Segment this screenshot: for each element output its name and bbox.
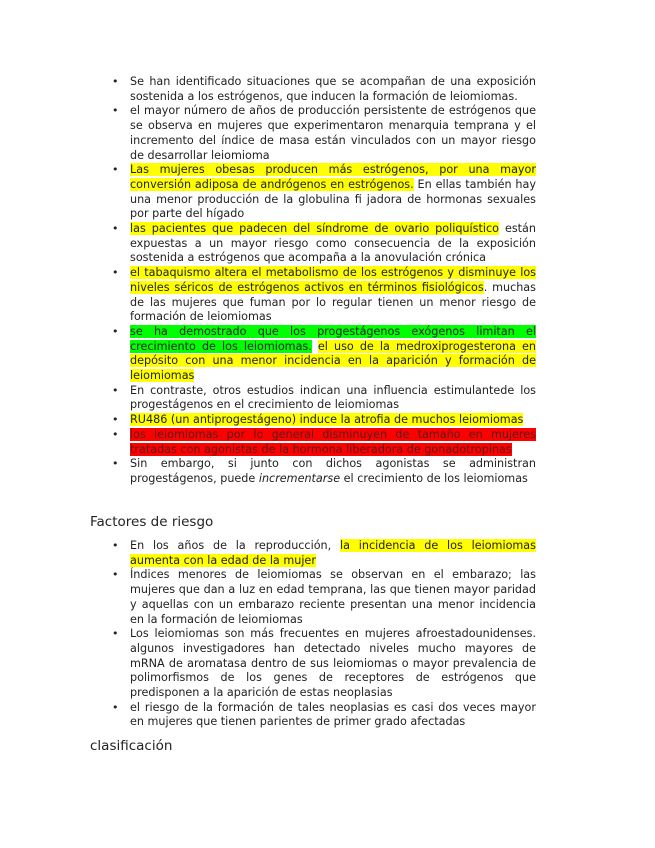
yellow-highlight-text: Las mujeres obesas producen más estrógenos, por una mayor conversión adiposa de andrógenos en estrógenos. xyxy=(130,163,536,191)
text-run: el riesgo de la formación de tales neoplasias es casi dos veces mayor en mujeres que tienen parientes de primer grado afectadas xyxy=(130,700,536,729)
yellow-highlight-text: RU486 (un antiprogestágeno) induce la atrofia de muchos leiomiomas xyxy=(130,413,524,427)
heading-factores-de-riesgo: Factores de riesgo xyxy=(90,514,214,530)
list-item xyxy=(112,222,536,266)
bullet-icon: • xyxy=(112,266,119,280)
bullet-icon: • xyxy=(112,163,119,177)
text-run: Sin embargo, si junto con dichos agonistas se administran progestágenos, puede xyxy=(130,457,536,485)
text-run: En contraste, otros estudios indican una influencia estimulantede los progestágenos en el crecimiento de leiomiomas xyxy=(130,383,536,412)
bullet-icon: • xyxy=(112,457,119,471)
bullet-icon: • xyxy=(112,627,119,641)
list-item xyxy=(112,427,536,457)
bullet-icon: • xyxy=(112,75,119,88)
green-highlight-text: se ha demostrado que los progestágenos exógenos limitan el crecimiento de los leiomiomas. xyxy=(130,324,536,353)
list-item xyxy=(112,413,536,428)
heading-clasificacion: clasificación xyxy=(90,738,173,754)
yellow-highlight-text: el uso de la medroxiprogesterona en depósito con una menor incidencia en la aparición y formación de leiomiomas xyxy=(130,339,536,383)
yellow-highlight-text: la incidencia de los leiomiomas aumenta con la edad de la mujer xyxy=(130,539,536,567)
red-highlight-text: los leiomiomas por lo general disminuyen de tamaño en mujeres tratadas con agonistas de la hormona liberadora de gonadotropinas xyxy=(130,427,536,456)
bullet-list-risk-factors xyxy=(0,539,536,730)
list-item xyxy=(112,75,536,104)
bullet-icon: • xyxy=(112,104,119,118)
list-item xyxy=(112,627,536,701)
bullet-icon: • xyxy=(112,324,119,338)
bullet-icon: • xyxy=(112,700,119,714)
text-run: Los leiomiomas son más frecuentes en mujeres afroestadounidenses. algunos investigadores han detectado niveles mucho mayores de mRNA de aromatasa dentro de sus leiomiomas o mayor prevalencia de polimorfismos de los genes de receptores de estrógenos que predisponen a la aparición de estas neoplasias xyxy=(130,627,536,700)
bullet-icon: • xyxy=(112,222,119,236)
list-item xyxy=(112,324,536,384)
text-run: el crecimiento de los leiomiomas xyxy=(340,471,528,485)
yellow-highlight-text: el tabaquismo altera el metabolismo de los estrógenos y disminuye los niveles séricos de estrógenos activos en términos fisiológicos xyxy=(130,266,536,294)
text-run: están expuestas a un mayor riesgo como consecuencia de la exposición sostenida a estrógenos que acompaña a la anovulación crónica xyxy=(130,222,536,265)
text-run: Índices menores de leiomiomas se observan en el embarazo; las mujeres que dan a luz en edad temprana, las que tienen mayor paridad y aquellas con un embarazo reciente presentan una menor incidencia en la formación de leiomiomas xyxy=(130,568,536,626)
list-item xyxy=(112,568,536,627)
bullet-icon: • xyxy=(112,568,119,582)
list-item xyxy=(112,700,536,730)
text-run: En los años de la reproducción, xyxy=(130,539,340,552)
bullet-icon: • xyxy=(112,427,119,441)
list-item xyxy=(112,163,536,222)
text-run: incrementarse xyxy=(258,471,341,485)
bullet-icon: • xyxy=(112,413,119,427)
text-run: . muchas de las mujeres que fuman por lo regular tienen un menor riesgo de formación de leiomiomas xyxy=(130,280,536,324)
list-item xyxy=(112,457,536,486)
yellow-highlight-text: las pacientes que padecen del síndrome de ovario poliquístico xyxy=(130,222,499,236)
text-run: En ellas también hay una menor producción de la globulina fi jadora de hormonas sexuales por parte del hígado xyxy=(130,177,536,221)
text-run: Se han identificado situaciones que se acompañan de una exposición sostenida a los estrógenos, que inducen la formación de leiomiomas. xyxy=(130,75,536,103)
list-item xyxy=(112,383,536,413)
bullet-list-hormonal-factors xyxy=(0,75,536,487)
list-item xyxy=(112,539,536,568)
list-item xyxy=(112,104,536,163)
bullet-icon: • xyxy=(112,383,119,397)
bullet-icon: • xyxy=(112,539,119,552)
text-run xyxy=(312,340,318,353)
list-item xyxy=(112,266,536,325)
text-run: el mayor número de años de producción persistente de estrógenos que se observa en mujeres que experimentaron menarquia temprana y el incremento del índice de masa están vinculados con un mayor riesgo de desarrollar leiomioma xyxy=(130,104,536,162)
